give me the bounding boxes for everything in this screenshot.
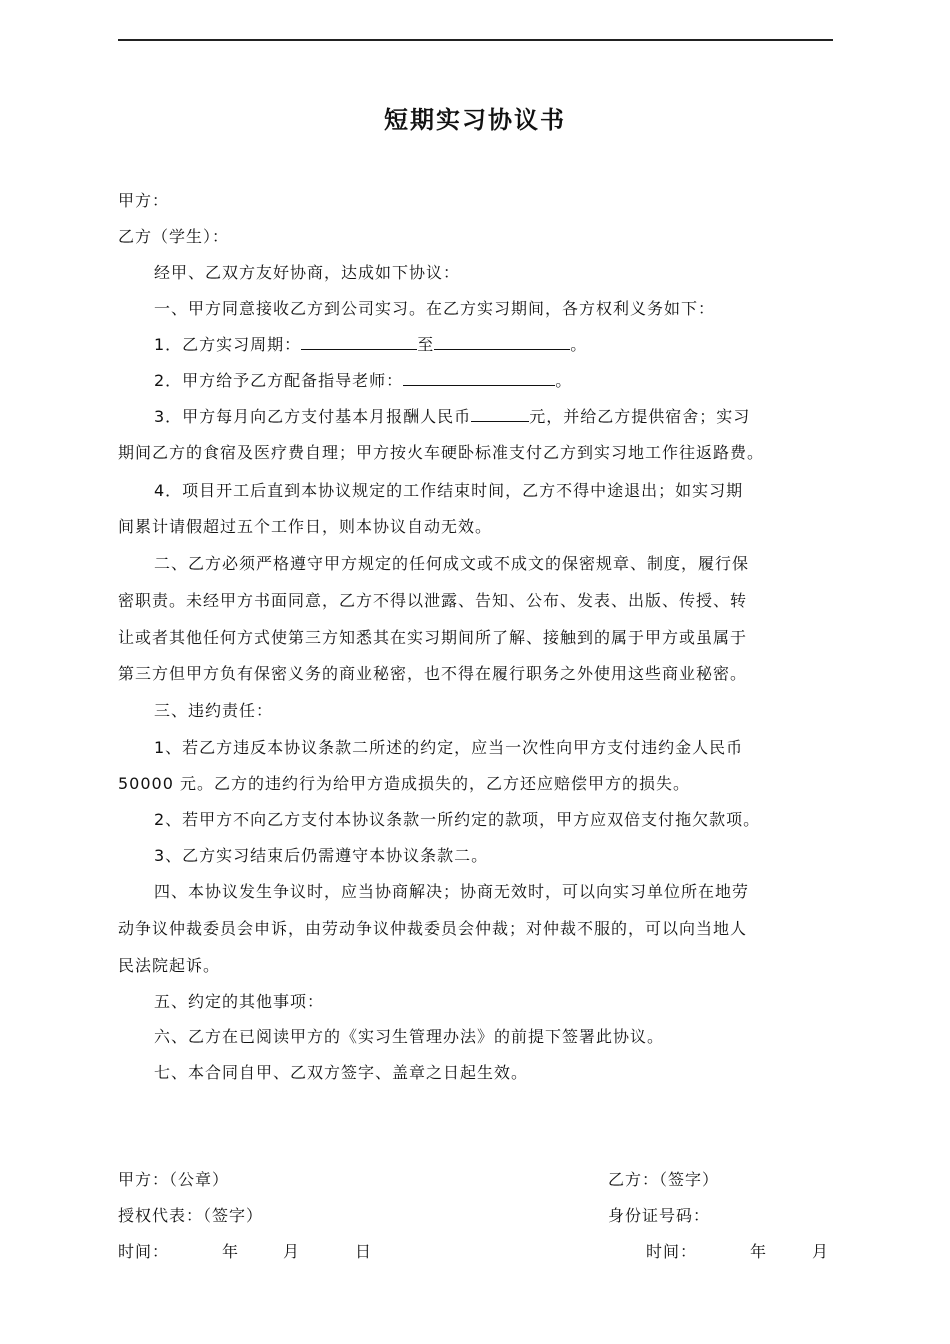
party-b-time-label: 时间： <box>646 1242 698 1261</box>
section-3-heading: 三、违约责任： <box>154 701 274 720</box>
clause-1-4-line-1: 4．项目开工后直到本协议规定的工作结束时间，乙方不得中途退出；如实习期 <box>154 481 744 500</box>
section-4-line-1: 四、本协议发生争议时，应当协商解决；协商无效时，可以向实习单位所在地劳 <box>154 882 750 901</box>
mentor-blank[interactable] <box>403 371 555 386</box>
clause-3-1-line-1: 1、若乙方违反本协议条款二所述的约定，应当一次性向甲方支付违约金人民币 <box>154 738 744 757</box>
clause-1-4-line-2: 间累计请假超过五个工作日，则本协议自动无效。 <box>118 517 493 536</box>
authorized-representative: 授权代表：（签字） <box>118 1206 264 1225</box>
section-5: 五、约定的其他事项： <box>154 992 325 1011</box>
section-7: 七、本合同自甲、乙双方签字、盖章之日起生效。 <box>154 1063 529 1082</box>
start-date-blank[interactable] <box>301 335 417 350</box>
clause-1-1-to: 至 <box>417 335 435 354</box>
clause-1-2 <box>154 368 572 391</box>
party-a-line: 甲方： <box>118 191 170 210</box>
clause-3-3: 3、乙方实习结束后仍需遵守本协议条款二。 <box>154 846 489 865</box>
party-b-year: 年 <box>750 1242 768 1261</box>
party-a-time-label: 时间： <box>118 1242 170 1261</box>
party-a-day: 日 <box>355 1242 373 1261</box>
clause-3-1-line-2: 50000 元。乙方的违约行为给甲方造成损失的，乙方还应赔偿甲方的损失。 <box>118 774 690 793</box>
section-4-line-3: 民法院起诉。 <box>118 956 221 975</box>
party-b-month: 月 <box>812 1242 830 1261</box>
section-2-line-4: 第三方但甲方负有保密义务的商业秘密，也不得在履行职务之外使用这些商业秘密。 <box>118 664 748 683</box>
party-b-signature: 乙方：（签字） <box>608 1170 720 1189</box>
clause-1-3-line-1 <box>154 404 750 427</box>
section-6: 六、乙方在已阅读甲方的《实习生管理办法》的前提下签署此协议。 <box>154 1027 665 1046</box>
section-1-heading: 一、甲方同意接收乙方到公司实习。在乙方实习期间，各方权利义务如下： <box>154 299 716 318</box>
section-4-line-2: 动争议仲裁委员会申诉，由劳动争议仲裁委员会仲裁；对仲裁不服的，可以向当地人 <box>118 919 748 938</box>
intro-line: 经甲、乙双方友好协商，达成如下协议： <box>154 263 461 282</box>
clause-1-1 <box>154 332 587 355</box>
clause-1-3-line-2: 期间乙方的食宿及医疗费自理；甲方按火车硬卧标准支付乙方到实习地工作往返路费。 <box>118 443 765 462</box>
end-date-blank[interactable] <box>434 335 570 350</box>
clause-1-3-rest: 元，并给乙方提供宿舍；实习 <box>529 407 751 426</box>
section-2-line-1: 二、乙方必须严格遵守甲方规定的任何成文或不成文的保密规章、制度，履行保 <box>154 554 750 573</box>
clause-1-3-label: 3．甲方每月向乙方支付基本月报酬人民币 <box>154 407 472 426</box>
party-a-month: 月 <box>283 1242 301 1261</box>
clause-1-1-label: 1．乙方实习周期： <box>154 335 302 354</box>
section-2-line-2: 密职责。未经甲方书面同意，乙方不得以泄露、告知、公布、发表、出版、传授、转 <box>118 591 748 610</box>
clause-1-1-end: 。 <box>570 335 588 354</box>
salary-blank[interactable] <box>471 407 529 422</box>
header-rule <box>118 39 833 41</box>
document-title: 短期实习协议书 <box>384 106 566 134</box>
clause-3-2: 2、若甲方不向乙方支付本协议条款一所约定的款项，甲方应双倍支付拖欠款项。 <box>154 810 761 829</box>
section-2-line-3: 让或者其他任何方式使第三方知悉其在实习期间所了解、接触到的属于甲方或虽属于 <box>118 628 748 647</box>
party-b-line: 乙方（学生）： <box>118 227 230 246</box>
id-number-label: 身份证号码： <box>608 1206 711 1225</box>
clause-1-2-end: 。 <box>555 371 573 390</box>
party-a-year: 年 <box>222 1242 240 1261</box>
party-a-seal: 甲方：（公章） <box>118 1170 230 1189</box>
clause-1-2-label: 2．甲方给予乙方配备指导老师： <box>154 371 404 390</box>
